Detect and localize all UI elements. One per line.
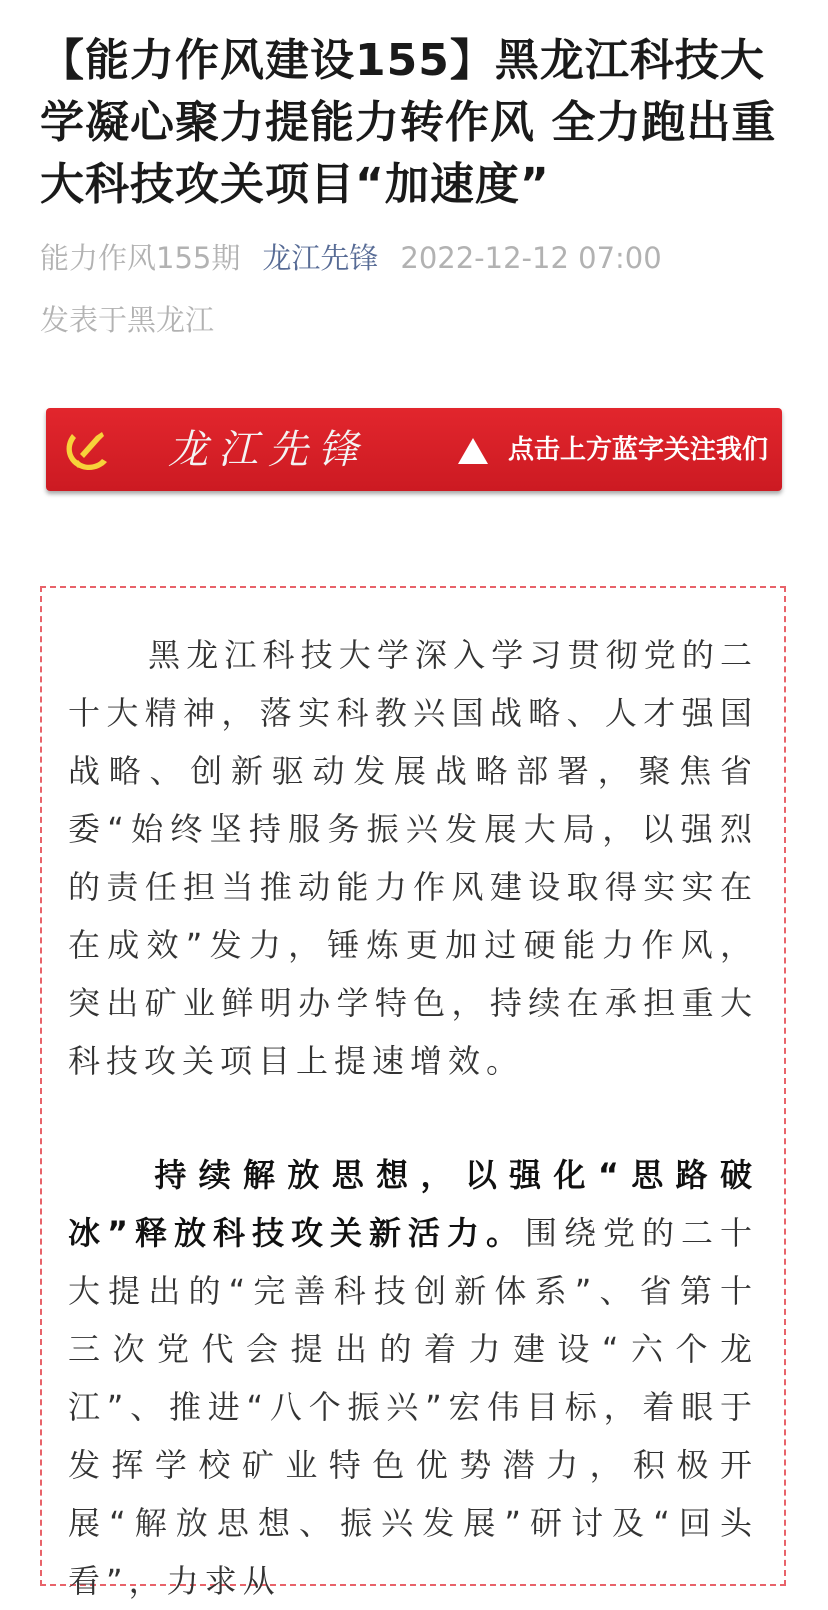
issue-label: 能力作风155期 bbox=[40, 241, 241, 275]
account-name-link[interactable]: 龙江先锋 bbox=[262, 241, 379, 275]
paragraph-intro bbox=[68, 626, 758, 1090]
publish-datetime: 2022-12-12 07:00 bbox=[400, 241, 662, 275]
party-emblem-icon bbox=[60, 424, 112, 476]
publish-location: 发表于黑龙江 bbox=[40, 303, 215, 337]
article-title: 【能力作风建设155】黑龙江科技大学凝心聚力提能力转作风 全力跑出重大科技攻关项目“加速度” bbox=[40, 35, 777, 210]
paragraph-thought-liberation bbox=[68, 1146, 758, 1610]
article-meta bbox=[40, 236, 800, 337]
paragraph-text: 围绕党的二十大提出的“完善科技创新体系”、省第十三次党代会提出的着力建设“六个龙江”、推进“八个振兴”宏伟目标，着眼于发挥学校矿业特色优势潜力，积极开展“解放思想、振兴发展”研讨及“回头看”，力求从 bbox=[68, 1214, 758, 1600]
follow-banner[interactable] bbox=[46, 408, 782, 491]
banner-follow-text: 点击上方蓝字关注我们 bbox=[508, 435, 769, 465]
paragraph-text: 黑龙江科技大学深入学习贯彻党的二十大精神，落实科教兴国战略、人才强国战略、创新驱动发展战略部署，聚焦省委“始终坚持服务振兴发展大局，以强烈的责任担当推动能力作风建设取得实实在在成效”发力，锤炼更加过硬能力作风，突出矿业鲜明办学特色，持续在承担重大科技攻关项目上提速增效。 bbox=[68, 636, 758, 1080]
paragraph-lead-bold: 持续解放思想，以强化“思路破冰”释放科技攻关新活力。 bbox=[68, 1156, 758, 1252]
banner-brand-text: 龙江先锋 bbox=[168, 427, 368, 473]
up-triangle-icon bbox=[456, 436, 490, 466]
